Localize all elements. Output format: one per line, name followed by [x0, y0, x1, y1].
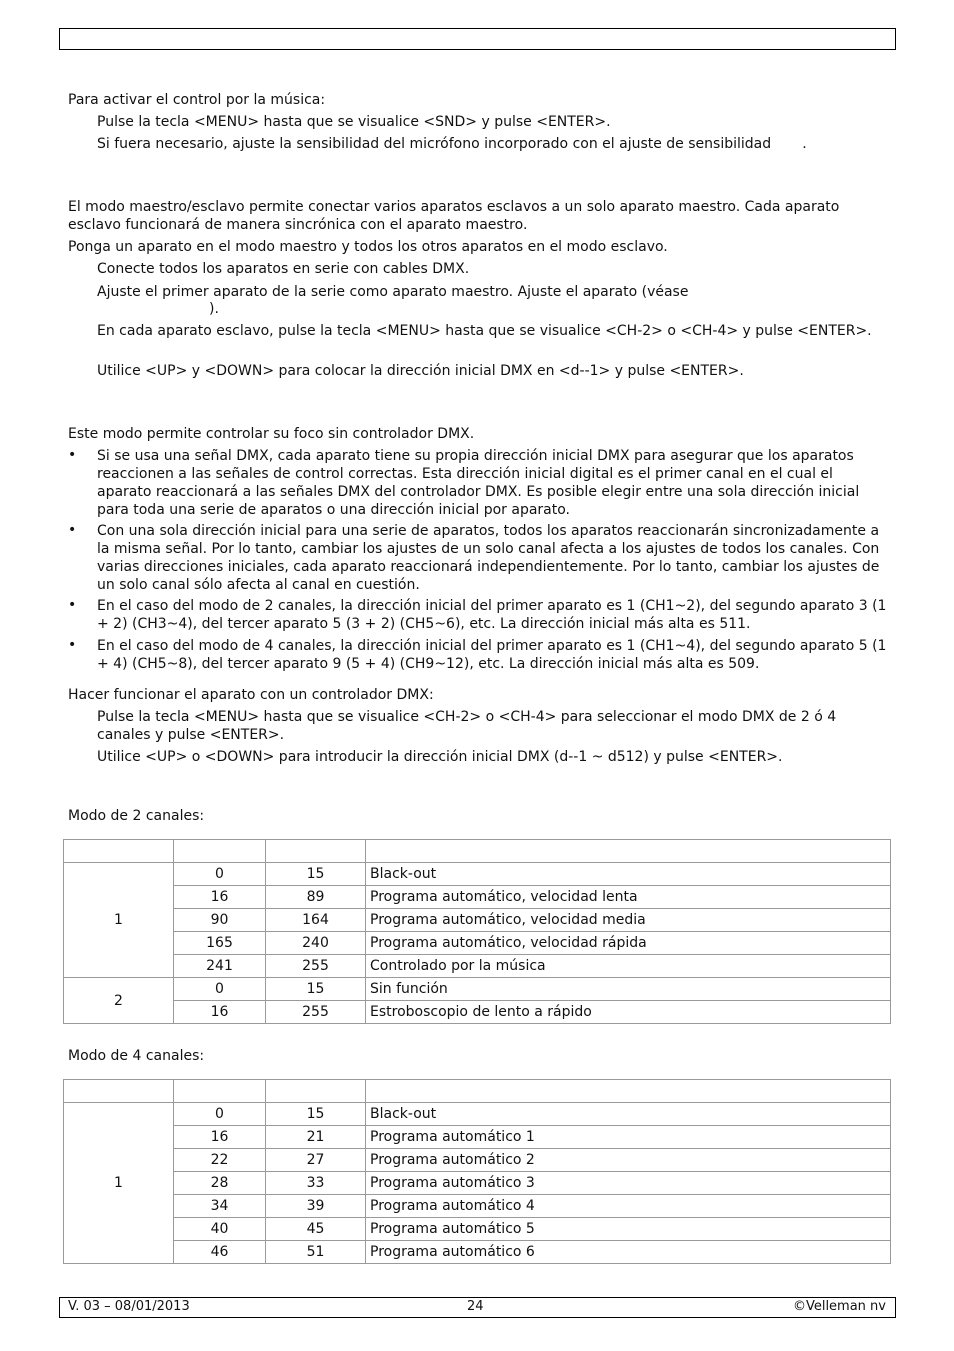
- function-cell: Programa automático 6: [366, 1241, 891, 1264]
- table-row: [64, 1001, 891, 1024]
- four-channel-table-label: Modo de 4 canales:: [68, 1048, 205, 1064]
- value-from-cell: 34: [174, 1195, 266, 1218]
- table-header-row: [64, 840, 891, 863]
- table-row: [64, 1218, 891, 1241]
- master-slave-step-1: Conecte todos los aparatos en serie con cables DMX.: [97, 261, 470, 277]
- music-intro: Para activar el control por la música:: [68, 92, 326, 108]
- value-to-cell: 15: [266, 1103, 366, 1126]
- header-cell: [64, 1080, 174, 1103]
- bullet-dot: •: [68, 637, 77, 653]
- channel-cell: 1: [64, 1103, 174, 1264]
- value-to-cell: 39: [266, 1195, 366, 1218]
- table-row: [64, 863, 891, 886]
- value-from-cell: 90: [174, 909, 266, 932]
- header-cell: [366, 1080, 891, 1103]
- table-row: [64, 1126, 891, 1149]
- dmx-bullet-3: En el caso del modo de 2 canales, la dirección inicial del primer aparato es 1 (CH1~2), del segundo aparato 3 (1 + 2) (CH3~4), del tercer aparato 5 (3 + 2) (CH5~6), etc. La dirección inicial más alta es 511.: [97, 598, 887, 632]
- bullet-dot: •: [68, 597, 77, 613]
- table-row: [64, 978, 891, 1001]
- master-slave-step-4: Utilice <UP> y <DOWN> para colocar la dirección inicial DMX en <d--1> y pulse <ENTER>.: [97, 363, 744, 379]
- music-step-2: Si fuera necesario, ajuste la sensibilidad del micrófono incorporado con el ajuste de sensibilidad .: [97, 136, 807, 152]
- header-cell: [266, 840, 366, 863]
- value-from-cell: 16: [174, 886, 266, 909]
- function-cell: Programa automático 2: [366, 1149, 891, 1172]
- function-cell: Programa automático 5: [366, 1218, 891, 1241]
- value-to-cell: 255: [266, 955, 366, 978]
- dmx-intro: Este modo permite controlar su foco sin controlador DMX.: [68, 426, 475, 442]
- function-cell: Programa automático, velocidad media: [366, 909, 891, 932]
- function-cell: Programa automático, velocidad lenta: [366, 886, 891, 909]
- header-cell: [366, 840, 891, 863]
- page-header-box: [59, 28, 896, 50]
- function-cell: Programa automático 1: [366, 1126, 891, 1149]
- header-cell: [266, 1080, 366, 1103]
- master-slave-description: El modo maestro/esclavo permite conectar varios aparatos esclavos a un solo aparato maestro. Cada aparato esclavo funcionará de manera sincrónica con el aparato maestro.: [68, 199, 840, 233]
- value-from-cell: 28: [174, 1172, 266, 1195]
- function-cell: Sin función: [366, 978, 891, 1001]
- header-cell: [174, 840, 266, 863]
- dmx-controller-step-2: Utilice <UP> o <DOWN> para introducir la dirección inicial DMX (d--1 ~ d512) y pulse <ENTER>.: [97, 749, 783, 765]
- value-from-cell: 22: [174, 1149, 266, 1172]
- channel-cell: 1: [64, 863, 174, 978]
- master-slave-intro: Ponga un aparato en el modo maestro y todos los otros aparatos en el modo esclavo.: [68, 239, 668, 255]
- table-row: [64, 886, 891, 909]
- function-cell: Black-out: [366, 863, 891, 886]
- table-header-row: [64, 1080, 891, 1103]
- table-row: [64, 1103, 891, 1126]
- value-to-cell: 21: [266, 1126, 366, 1149]
- bullet-dot: •: [68, 522, 77, 538]
- function-cell: Controlado por la música: [366, 955, 891, 978]
- dmx-controller-intro: Hacer funcionar el aparato con un controlador DMX:: [68, 687, 434, 703]
- value-to-cell: 255: [266, 1001, 366, 1024]
- value-from-cell: 0: [174, 1103, 266, 1126]
- value-from-cell: 46: [174, 1241, 266, 1264]
- value-to-cell: 15: [266, 978, 366, 1001]
- value-from-cell: 16: [174, 1001, 266, 1024]
- dmx-bullet-1: Si se usa una señal DMX, cada aparato tiene su propia dirección inicial DMX para asegurar que los aparatos reaccionen a las señales de control correctas. Esta dirección inicial digital es el primer canal en el cual el aparato reaccionará a las señales DMX del controlador DMX. Es posible elegir entre una sola dirección inicial para toda una serie de aparatos o una dirección inicial por aparato.: [97, 448, 860, 518]
- value-to-cell: 33: [266, 1172, 366, 1195]
- header-cell: [64, 840, 174, 863]
- table-row: [64, 1241, 891, 1264]
- value-to-cell: 45: [266, 1218, 366, 1241]
- master-slave-step-2: Ajuste el primer aparato de la serie como aparato maestro. Ajuste el aparato (véase: [97, 284, 689, 300]
- value-from-cell: 16: [174, 1126, 266, 1149]
- two-channel-table: [63, 839, 891, 1024]
- table-row: [64, 955, 891, 978]
- table-row: [64, 1172, 891, 1195]
- footer-version: V. 03 – 08/01/2013: [68, 1299, 190, 1314]
- value-to-cell: 240: [266, 932, 366, 955]
- dmx-bullet-4: En el caso del modo de 4 canales, la dirección inicial del primer aparato es 1 (CH1~4), del segundo aparato 5 (1 + 4) (CH5~8), del tercer aparato 9 (5 + 4) (CH9~12), etc. La dirección inicial más alta es 509.: [97, 638, 887, 672]
- music-step-1: Pulse la tecla <MENU> hasta que se visualice <SND> y pulse <ENTER>.: [97, 114, 611, 130]
- dmx-bullet-2: Con una sola dirección inicial para una serie de aparatos, todos los aparatos reaccionarán sincronizadamente a la misma señal. Por lo tanto, cambiar los ajustes de un solo canal afecta a los ajustes de todos los canales. Con varias direcciones iniciales, cada aparato reaccionará independientemente. Por lo tanto, cambiar los ajustes de un solo canal sólo afecta al canal en cuestión.: [97, 523, 880, 593]
- value-to-cell: 89: [266, 886, 366, 909]
- header-cell: [174, 1080, 266, 1103]
- value-from-cell: 0: [174, 863, 266, 886]
- channel-cell: 2: [64, 978, 174, 1024]
- function-cell: Programa automático, velocidad rápida: [366, 932, 891, 955]
- footer-copyright: ©Velleman nv: [792, 1299, 886, 1314]
- table-row: [64, 932, 891, 955]
- function-cell: Estroboscopio de lento a rápido: [366, 1001, 891, 1024]
- master-slave-step-3: En cada aparato esclavo, pulse la tecla <MENU> hasta que se visualice <CH-2> o <CH-4> y pulse <ENTER>.: [97, 323, 872, 339]
- two-channel-table-label: Modo de 2 canales:: [68, 808, 205, 824]
- value-from-cell: 0: [174, 978, 266, 1001]
- bullet-dot: •: [68, 447, 77, 463]
- table-row: [64, 909, 891, 932]
- function-cell: Black-out: [366, 1103, 891, 1126]
- dmx-controller-step-1: Pulse la tecla <MENU> hasta que se visualice <CH-2> o <CH-4> para seleccionar el modo DMX de 2 ó 4 canales y pulse <ENTER>.: [97, 709, 837, 743]
- value-to-cell: 164: [266, 909, 366, 932]
- value-to-cell: 27: [266, 1149, 366, 1172]
- value-from-cell: 165: [174, 932, 266, 955]
- value-to-cell: 51: [266, 1241, 366, 1264]
- value-to-cell: 15: [266, 863, 366, 886]
- table-row: [64, 1149, 891, 1172]
- four-channel-table: [63, 1079, 891, 1264]
- table-row: [64, 1195, 891, 1218]
- value-from-cell: 241: [174, 955, 266, 978]
- value-from-cell: 40: [174, 1218, 266, 1241]
- footer-page-number: 24: [467, 1299, 484, 1314]
- function-cell: Programa automático 3: [366, 1172, 891, 1195]
- master-slave-step-2-end: ).: [209, 301, 219, 317]
- function-cell: Programa automático 4: [366, 1195, 891, 1218]
